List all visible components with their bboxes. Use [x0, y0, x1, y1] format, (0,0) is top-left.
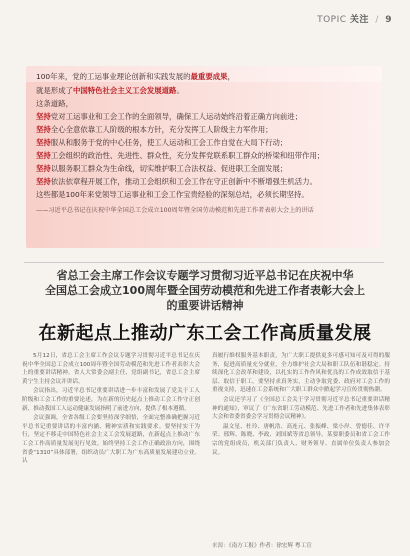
- article-subtitle-line-3: 的重要讲话精神: [166, 299, 244, 312]
- quote-source: ——习近平总书记在庆祝中华全国总工会成立100周年暨全国劳动模范和先进工作者表彰大会上的讲话: [36, 207, 314, 214]
- page-number: 9: [385, 15, 392, 25]
- header-section: 关注: [349, 15, 369, 25]
- quote-line-text: 依法依章程开展工作，推动工会组织和工会工作在守正创新中不断增强生机活力。: [50, 177, 317, 186]
- article-paragraph: 真履行维权服务基本职责，为广大职工提供更多可感可知可及可得的服务，促进高质量充分就业，全力维护社会大局和职工队伍和谐稳定。持续深化工会改革和建设，以扎实的工作作风和优良的工作成效取信于基层、取信于职工。要坚持求真务实，主动争取党委、政府对工会工作的重视支持，迅速在工会系统和广大职工群众中掀起学习宣传贯彻热潮。: [212, 353, 390, 394]
- quote-line-bold: 坚持: [36, 125, 51, 134]
- article-column-right: [212, 352, 390, 458]
- quote-line-bold: 最重要成果: [190, 72, 228, 81]
- article-column-left: [22, 352, 200, 467]
- quote-line-bold: 坚持: [36, 151, 51, 160]
- quote-line-text: 就是形成了: [36, 86, 73, 95]
- quote-line-tail: ，: [227, 72, 235, 81]
- page-header: [0, 0, 410, 48]
- quote-line: [36, 177, 317, 187]
- header-topic: TOPIC: [317, 15, 347, 25]
- quote-line: [36, 190, 309, 200]
- article-subtitle-line-1: 省总工会主席工作会议专题学习贯彻习近平总书记在庆祝中华: [56, 269, 354, 282]
- quote-line-text: 全心全意依靠工人阶级的根本方针，充分发挥工人阶级主力军作用；: [50, 125, 273, 134]
- quote-line: [36, 151, 324, 161]
- credit-label: 来源：: [212, 543, 229, 549]
- quote-line: [36, 72, 235, 82]
- article-subtitle-line-2: 全国总工会成立100周年暨全国劳动模范和先进工作者表彰大会上: [45, 284, 365, 297]
- running-header: [317, 12, 392, 25]
- quote-line-bold: 坚持: [36, 164, 51, 173]
- quote-box: [26, 66, 382, 248]
- quote-line-text: 服从和服务于党的中心任务，使工人运动和工会工作自觉在大局下行动；: [50, 138, 288, 147]
- quote-line-text: 100年来，党的工运事业理论创新和实践发展的: [36, 72, 191, 81]
- quote-line-text: 工会组织的政治性、先进性、群众性，充分发挥党联系职工群众的桥梁和纽带作用；: [50, 151, 325, 160]
- quote-line-bold: 坚持: [36, 138, 51, 147]
- article-title: 在新起点上推动广东工会工作高质量发展: [38, 323, 372, 344]
- article-paragraph: 会议还学习了《全国总工会关于学习贯彻习近平总书记重要讲话精神的通知》，审议了《广东省职工劳动模范、先进工作者和先进集体表彰大会和省委省委会学习贯彻会议精神》。: [212, 396, 390, 421]
- quote-line: [36, 125, 273, 135]
- quote-line: [36, 99, 73, 109]
- article-paragraph: 会议指出，习近平总书记重要讲话进一步丰富和发展了党关于工人阶级和工会工作的重要论述，为在新的历史起点上推动工会工作守正创新、推动我国工人运动健康发展指明了前进方向，提供了根本遵循。: [22, 388, 200, 412]
- quote-line-red: 中国特色社会主义工会发展道路: [72, 86, 177, 95]
- quote-line-bold: 坚持: [36, 177, 51, 186]
- quote-line-bold: 坚持: [36, 112, 51, 121]
- quote-line: [36, 86, 184, 96]
- quote-line-text: 这条道路，: [36, 99, 73, 108]
- quote-line: [36, 112, 302, 122]
- credit-source: 《南方工报》作者：徐宏辉 粤工宣: [228, 543, 312, 549]
- article-credit: [212, 541, 312, 549]
- article-paragraph: 温文星、杜玲、唐帆浩、高连元、张振峰、梁小岸、曾德佳、许平荣、邢辉、陈晓、李政、刘国斌等省总领导，某要职委员和省工会工作宗的党组成员，机关部门负责人、财务领导、直属单位负责人参加会议。: [212, 423, 390, 456]
- header-separator: /: [375, 15, 379, 25]
- quote-line: [36, 138, 287, 148]
- section-divider: [24, 262, 384, 263]
- quote-line-text: 这些都是100年来党领导工运事业和工会工作宝贵经验的深刻总结，必须长期坚持。: [36, 190, 309, 199]
- article-paragraph: 5月12日，省总工会主席工作会议专题学习贯彻习近平总书记在庆祝中华全国总工会成立100周年暨全国劳动模范和先进工作者表彰大会上的重要讲话精神。省人大常委会副主任、党组副书记，省总工会主席黄宁生主持会议并讲话。: [22, 353, 200, 385]
- quote-line-text: 以服务职工群众为生命线，切实维护职工合法权益、促进职工全面发展；: [50, 164, 288, 173]
- quote-line: [36, 164, 287, 174]
- article-paragraph: 会议强调，全省各级工会要坚持深学细悟，全面完整准确把握习近平总书记重要讲话的丰富内涵、精神实质和实践要求。要坚持实干为行，坚定不移走中国特色社会主义工会发展道路，在新起点上推动广东工会工作高质量发展见行见效。始终坚持工会工作正确政治方向，围绕省委“1310”具体部署，组织动员广大职工为广东高质量发展建功立业。认: [22, 415, 200, 465]
- quote-line-text: 党对工运事业和工会工作的全面领导，确保工人运动始终沿着正确方向前进；: [50, 112, 303, 121]
- quote-line-end: 。: [176, 86, 184, 95]
